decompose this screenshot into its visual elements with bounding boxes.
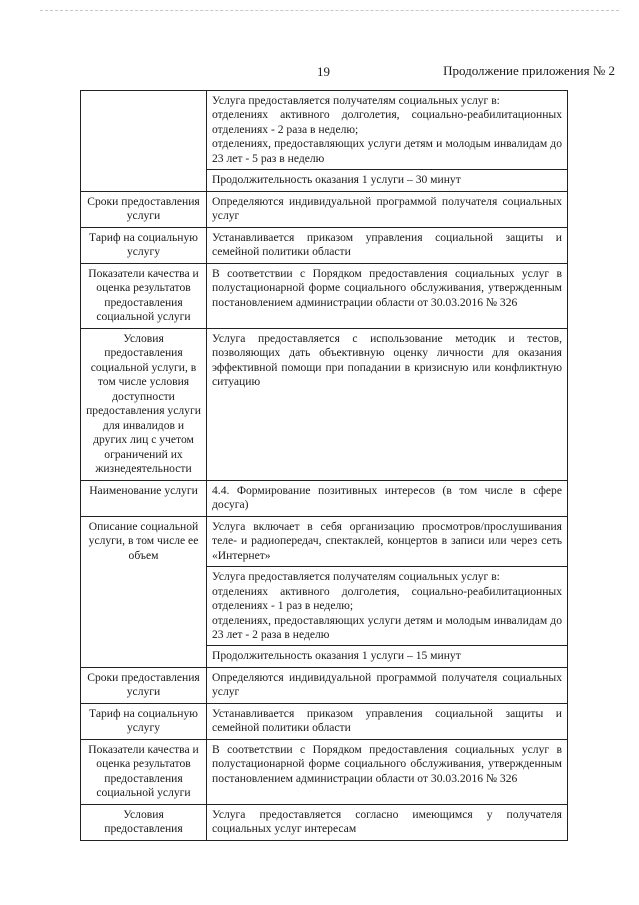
appendix-continuation-note: Продолжение приложения № 2 [443, 63, 615, 78]
table-row [81, 191, 568, 227]
content-paragraph: Устанавливается приказом управления социальной защиты и семейной политики области [212, 230, 562, 259]
content-paragraph: Услуга включает в себя организацию просмотров/прослушивания теле- и радиопередач, спектаклей, концертов в записи или через сеть «Интернет» [212, 519, 562, 562]
row-content [207, 516, 568, 566]
row-label: Условия предоставления социальной услуги, в том числе условия доступности предоставления услуги для инвалидов и других лиц с учетом ограничений их жизнедеятельности [81, 328, 207, 480]
row-content [207, 170, 568, 191]
service-description-table-body [81, 91, 568, 841]
content-paragraph: отделениях активного долголетия, социально-реабилитационных отделениях - 2 раза в неделю; [212, 108, 562, 136]
row-content [207, 567, 568, 646]
row-content [207, 804, 568, 840]
content-paragraph: Услуга предоставляется согласно имеющимся у получателя социальных услуг интересам [212, 807, 562, 836]
content-paragraph: Услуга предоставляется получателям социальных услуг в: [212, 570, 500, 584]
row-label: Тариф на социальную услугу [81, 703, 207, 739]
row-content [207, 739, 568, 804]
table-row [81, 703, 568, 739]
content-paragraph: Определяются индивидуальной программой получателя социальных услуг [212, 194, 562, 223]
row-label: Условия предоставления [81, 804, 207, 840]
row-label: Наименование услуги [81, 480, 207, 516]
row-content [207, 227, 568, 263]
table-row [81, 804, 568, 840]
row-content [207, 703, 568, 739]
row-content [207, 328, 568, 480]
content-paragraph: 4.4. Формирование позитивных интересов (в том числе в сфере досуга) [212, 483, 562, 512]
row-content [207, 263, 568, 328]
table-row [81, 667, 568, 703]
service-description-table [80, 90, 568, 841]
table-row [81, 91, 568, 170]
table-row [81, 328, 568, 480]
row-content [207, 480, 568, 516]
row-label: Описание социальной услуги, в том числе ее объем [81, 516, 207, 667]
table-row [81, 480, 568, 516]
row-label: Тариф на социальную услугу [81, 227, 207, 263]
content-paragraph: Услуга предоставляется получателям социальных услуг в: [212, 94, 500, 107]
row-label: Показатели качества и оценка результатов предоставления социальной услуги [81, 263, 207, 328]
content-paragraph: В соответствии с Порядком предоставления социальных услуг в полустационарной форме социального обслуживания, утвержденным постановлением администрации области от 30.03.2016 № 326 [212, 266, 562, 309]
content-paragraph: Определяются индивидуальной программой получателя социальных услуг [212, 670, 562, 699]
table-row [81, 227, 568, 263]
row-content [207, 91, 568, 170]
table-row [81, 263, 568, 328]
row-content [207, 667, 568, 703]
page-number: 19 [317, 64, 330, 79]
row-label: Сроки предоставления услуги [81, 191, 207, 227]
content-paragraph: Продолжительность оказания 1 услуги – 30 минут [212, 173, 461, 187]
content-paragraph: Устанавливается приказом управления социальной защиты и семейной политики области [212, 706, 562, 735]
row-content [207, 646, 568, 667]
content-paragraph: отделениях, предоставляющих услуги детям и молодым инвалидам до 23 лет - 2 раза в неделю [212, 613, 562, 641]
row-label: Сроки предоставления услуги [81, 667, 207, 703]
row-content [207, 191, 568, 227]
content-paragraph: Услуга предоставляется с использование методик и тестов, позволяющих дать объективную оценку личности для оказания эффективной помощи при попадании в кризисную или конфликтную ситуацию [212, 331, 562, 389]
content-paragraph: В соответствии с Порядком предоставления социальных услуг в полустационарной форме социального обслуживания, утвержденным постановлением администрации области от 30.03.2016 № 326 [212, 742, 562, 785]
content-paragraph: отделениях активного долголетия, социально-реабилитационных отделениях - 1 раз в неделю; [212, 584, 562, 613]
table-row [81, 516, 568, 566]
table-row [81, 739, 568, 804]
row-label [81, 91, 207, 192]
content-paragraph: отделениях, предоставляющих услуги детям и молодым инвалидам до 23 лет - 5 раз в неделю [212, 137, 562, 165]
row-label: Показатели качества и оценка результатов предоставления социальной услуги [81, 739, 207, 804]
top-scan-edge [40, 10, 619, 11]
content-paragraph: Продолжительность оказания 1 услуги – 15 минут [212, 649, 461, 663]
